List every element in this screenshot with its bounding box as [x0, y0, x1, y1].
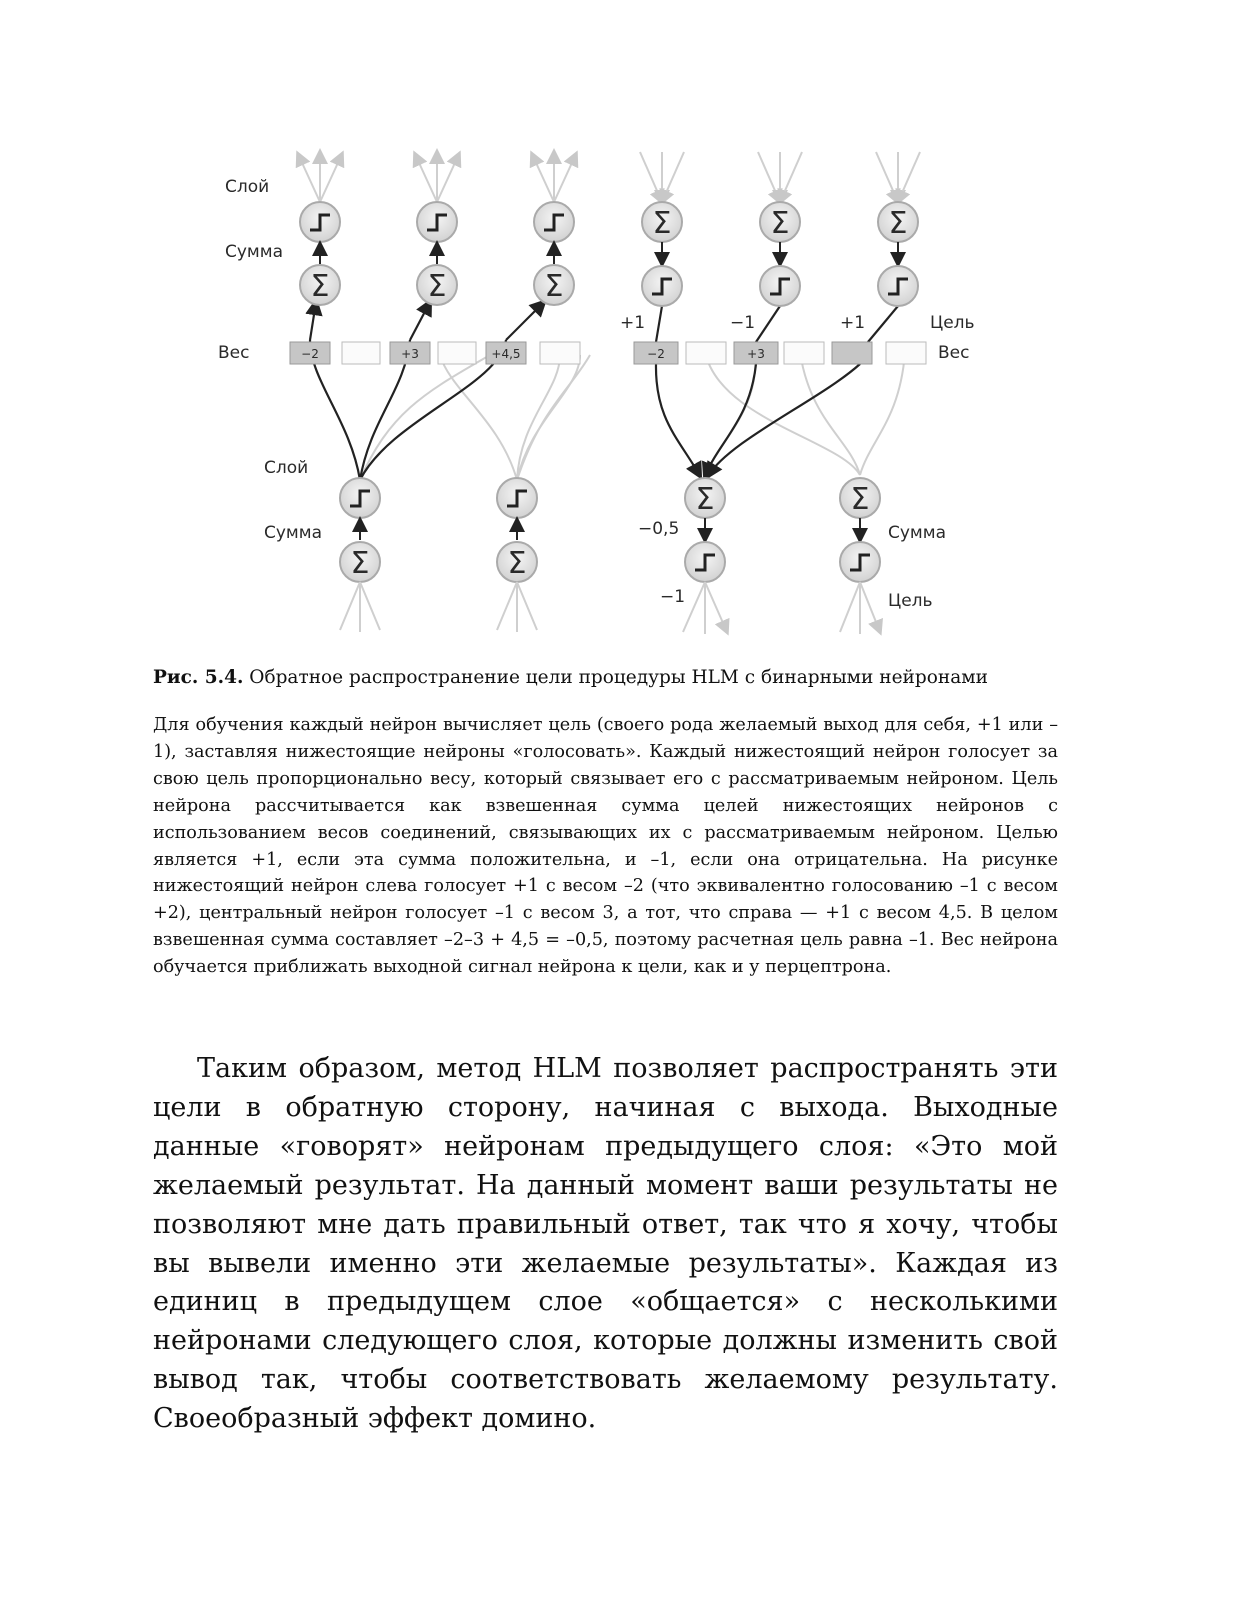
left-top-neuron-1 [300, 202, 340, 305]
right-top-input-arrows [640, 152, 920, 202]
label-layer-top-left: Слой [225, 177, 270, 197]
label-target-right-bottom: Цель [888, 591, 933, 611]
sigma-icon: Σ [652, 206, 672, 241]
label-target-right-top: Цель [930, 313, 975, 333]
right-bottom-sum-value: −0,5 [638, 519, 680, 539]
right-top-neurons [642, 202, 918, 306]
right-top-neuron-1 [642, 202, 682, 306]
left-weight-boxes [290, 342, 580, 364]
caption-label: Рис. 5.4. [153, 667, 244, 688]
left-top-neuron-2 [417, 202, 457, 305]
right-bottom-neurons [683, 478, 880, 634]
left-weight-1: −2 [301, 347, 319, 361]
label-layer-bottom-left: Слой [264, 458, 309, 478]
right-bottom-target-value: −1 [660, 587, 686, 607]
diagram-svg [200, 140, 1000, 640]
left-weight-3: +3 [401, 347, 419, 361]
sigma-icon: Σ [695, 482, 715, 517]
right-weight-1: −2 [647, 347, 665, 361]
right-top-neuron-3 [878, 202, 918, 306]
label-weight-right: Вес [938, 343, 970, 363]
left-top-neurons [300, 202, 574, 305]
label-sum-top-left: Сумма [225, 242, 283, 262]
sigma-icon: Σ [507, 546, 527, 581]
right-bottom-neuron-2 [840, 478, 880, 634]
left-weight-5: +4,5 [491, 347, 521, 361]
right-top-neuron-2 [760, 202, 800, 306]
sigma-icon: Σ [310, 269, 330, 304]
right-light-connections [705, 352, 905, 475]
left-bottom-neuron-1 [340, 478, 380, 632]
sigma-icon: Σ [770, 206, 790, 241]
right-weight-boxes [634, 342, 926, 364]
right-target-1: +1 [620, 313, 646, 333]
label-sum-bottom-left: Сумма [264, 523, 322, 543]
label-sum-right-bottom: Сумма [888, 523, 946, 543]
figure-caption [153, 664, 1058, 692]
right-weight-3: +3 [747, 347, 765, 361]
left-bottom-neuron-2 [497, 478, 537, 632]
label-weight-left: Вес [218, 343, 250, 363]
right-target-3: +1 [840, 313, 866, 333]
sigma-icon: Σ [888, 206, 908, 241]
figure-hlm-diagram [200, 140, 1000, 640]
left-light-connections [360, 355, 590, 480]
right-target-2: −1 [730, 313, 756, 333]
sigma-icon: Σ [544, 269, 564, 304]
figure-note: Для обучения каждый нейрон вычисляет цель (своего рода желаемый выход для себя, +1 или –1), заставляя нижестоящие нейроны «голосовать». Каждый нижестоящий нейрон голосует за свою цель пропорционально весу, который связывает его с рассматриваемым нейроном. Цель нейрона рассчитывается как взвешенная сумма целей нижестоящих нейронов с использованием весов соединений, связывающих их с рассматриваемым нейроном. Целью является +1, если эта сумма положительна, и –1, если она отрицательна. На рисунке нижестоящий нейрон слева голосует +1 с весом –2 (что эквивалентно голосованию –1 с весом +2), центральный нейрон голосует –1 с весом 3, а тот, что справа — +1 с весом 4,5. В целом взвешенная сумма составляет –2–3 + 4,5 = –0,5, поэтому расчетная цель равна –1. Вес нейрона обучается приближать выходной сигнал нейрона к цели, как и у перцептрона. [153, 715, 1058, 978]
sigma-icon: Σ [350, 546, 370, 581]
body-paragraph: Таким образом, метод HLM позволяет распространять эти цели в обратную сторону, начиная с выхода. Выходные данные «говорят» нейронам предыдущего слоя: «Это мой желаемый результат. На данный момент ваши результаты не позволяют мне дать правильный ответ, так что я хочу, чтобы вы вывели именно эти желаемые результаты». Каждая из единиц в предыдущем слое «общается» с несколькими нейронами следующего слоя, которые должны изменить свой вывод так, чтобы соответствовать желаемому результату. Своеобразный эффект домино. [153, 1053, 1058, 1435]
right-bottom-neuron-1 [683, 478, 727, 634]
left-bottom-neurons [340, 478, 537, 632]
sigma-icon: Σ [427, 269, 447, 304]
left-dark-connections [310, 302, 544, 480]
sigma-icon: Σ [850, 482, 870, 517]
left-top-neuron-3 [534, 202, 574, 305]
left-top-output-arrows [298, 152, 576, 202]
caption-text: Обратное распространение цели процедуры HLM с бинарными нейронами [243, 667, 988, 688]
